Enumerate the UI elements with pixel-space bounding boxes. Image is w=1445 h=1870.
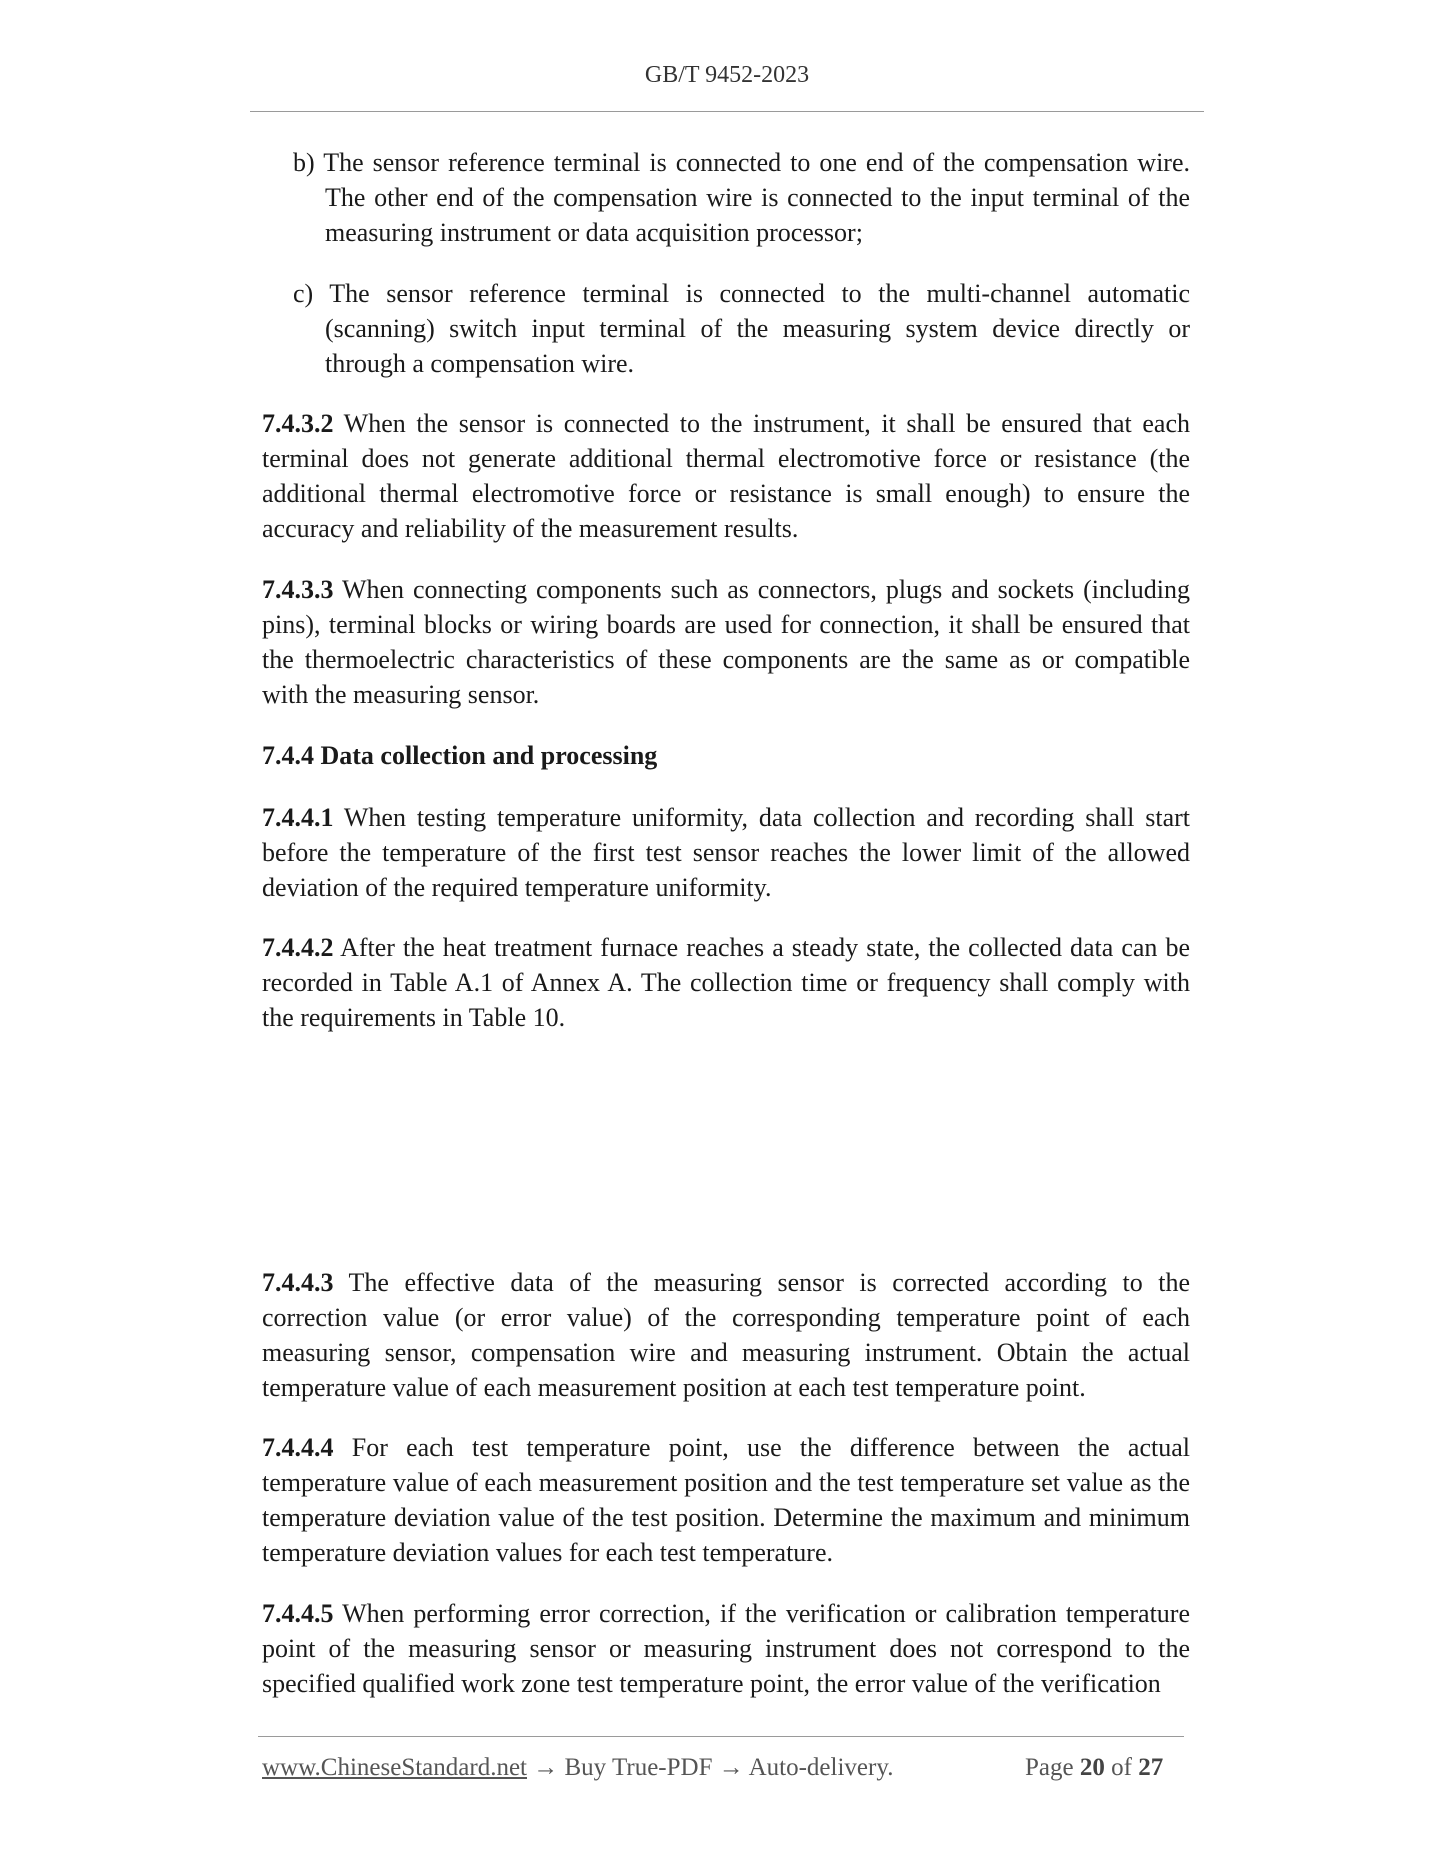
- clause-number: 7.4.3.2: [262, 409, 334, 438]
- website-link[interactable]: www.ChineseStandard.net: [262, 1754, 527, 1781]
- paragraph-7-4-4-1: [262, 800, 1190, 905]
- page-label: Page: [1025, 1754, 1074, 1781]
- list-item-c: [293, 276, 1190, 381]
- paragraph-text: For each test temperature point, use the difference between the actual temperature value of each measurement position and the test temperature set value as the temperature deviation value of the test position. Determine the maximum and minimum temperature deviation values for each test temperature.: [262, 1433, 1190, 1567]
- paragraph-7-4-3-2: [262, 406, 1190, 546]
- paragraph-7-4-4-4: [262, 1430, 1190, 1570]
- paragraph-7-4-4-2: [262, 930, 1190, 1035]
- paragraph-text: When testing temperature uniformity, data collection and recording shall start before the temperature of the first test sensor reaches the lower limit of the allowed deviation of the required temperature uniformity.: [262, 803, 1190, 902]
- clause-number: 7.4.4.3: [262, 1268, 334, 1297]
- page-indicator: [1025, 1754, 1163, 1782]
- of-label: of: [1111, 1754, 1132, 1781]
- clause-number: 7.4.4.2: [262, 933, 334, 962]
- footer-promo: [262, 1754, 893, 1782]
- clause-number: 7.4.4.4: [262, 1433, 334, 1462]
- clause-number: 7.4.4.1: [262, 803, 334, 832]
- page-header: GB/T 9452-2023: [644, 62, 810, 88]
- footer-promo-text: → Buy True-PDF → Auto-delivery.: [527, 1754, 894, 1781]
- page-number: 20: [1079, 1754, 1105, 1781]
- clause-number: 7.4.4.5: [262, 1599, 334, 1628]
- header-divider: [250, 111, 1204, 112]
- section-heading-7-4-4: 7.4.4 Data collection and processing: [262, 741, 658, 770]
- paragraph-text: When performing error correction, if the verification or calibration temperature point of the measuring sensor or measuring instrument does not correspond to the specified qualified work zone test temperature point, the error value of the verification: [262, 1599, 1190, 1698]
- footer-divider: [258, 1736, 1184, 1737]
- paragraph-7-4-4-5: [262, 1596, 1190, 1701]
- list-text: The sensor reference terminal is connected to the multi-channel automatic (scanning) switch input terminal of the measuring system device directly or through a compensation wire.: [325, 279, 1190, 378]
- total-pages: 27: [1138, 1754, 1164, 1781]
- list-label: c): [293, 279, 314, 308]
- list-item-b: [293, 145, 1190, 250]
- paragraph-text: After the heat treatment furnace reaches a steady state, the collected data can be recorded in Table A.1 of Annex A. The collection time or frequency shall comply with the requirements in Table 10.: [262, 933, 1190, 1032]
- clause-number: 7.4.3.3: [262, 575, 334, 604]
- paragraph-text: When the sensor is connected to the instrument, it shall be ensured that each terminal does not generate additional thermal electromotive force or resistance (the additional thermal electromotive force or resistance is small enough) to ensure the accuracy and reliability of the measurement results.: [262, 409, 1190, 543]
- paragraph-text: When connecting components such as connectors, plugs and sockets (including pins), terminal blocks or wiring boards are used for connection, it shall be ensured that the thermoelectric characteristics of these components are the same as or compatible with the measuring sensor.: [262, 575, 1190, 709]
- paragraph-7-4-3-3: [262, 572, 1190, 712]
- paragraph-text: The effective data of the measuring sensor is corrected according to the correction value (or error value) of the corresponding temperature point of each measuring sensor, compensation wire and measuring instrument. Obtain the actual temperature value of each measurement position at each test temperature point.: [262, 1268, 1190, 1402]
- paragraph-7-4-4-3: [262, 1265, 1190, 1405]
- list-text: The sensor reference terminal is connected to one end of the compensation wire. The other end of the compensation wire is connected to the input terminal of the measuring instrument or data acquisition processor;: [323, 148, 1190, 247]
- list-label: b): [293, 148, 315, 177]
